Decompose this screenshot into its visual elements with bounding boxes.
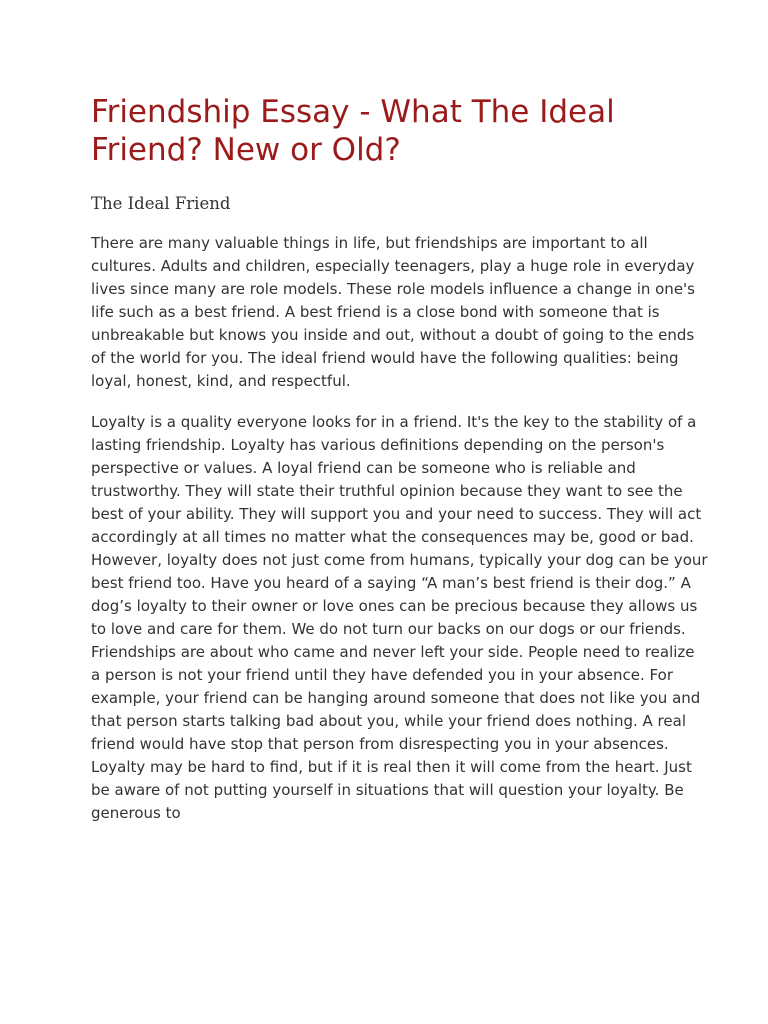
essay-title: Friendship Essay - What The Ideal Friend? New or Old?	[91, 94, 615, 168]
paragraph-intro: There are many valuable things in life, but friendships are important to all cultures. Adults and children, especially teenagers, play a huge role in everyday lives since many are role models. These role models influence a change in one's life such as a best friend. A best friend is a close bond with someone that is unbreakable but knows you inside and out, without a doubt of going to the ends of the world for you. The ideal friend would have the following qualities: being loyal, honest, kind, and respectful.	[91, 234, 695, 390]
paragraph-loyalty: Loyalty is a quality everyone looks for in a friend. It's the key to the stability of a lasting friendship. Loyalty has various definitions depending on the person's perspective or values. A loyal friend can be someone who is reliable and trustworthy. They will state their truthful opinion because they want to see the best of your ability. They will support you and your need to success. They will act accordingly at all times no matter what the consequences may be, good or bad. However, loyalty does not just come from humans, typically your dog can be your best friend too. Have you heard of a saying “A man’s best friend is their dog.” A dog’s loyalty to their owner or love ones can be precious because they allows us to love and care for them. We do not turn our backs on our dogs or our friends. Friendships are about who came and never left your side. People need to realize a person is not your friend until they have defended you in your absence. For example, your friend can be hanging around someone that does not like you and that person starts talking bad about you, while your friend does nothing. A real friend would have stop that person from disrespecting you in your absences. Loyalty may be hard to find, but if it is real then it will come from the heart. Just be aware of not putting yourself in situations that will question your loyalty. Be generous to	[91, 413, 708, 822]
section-heading: The Ideal Friend	[91, 194, 231, 213]
